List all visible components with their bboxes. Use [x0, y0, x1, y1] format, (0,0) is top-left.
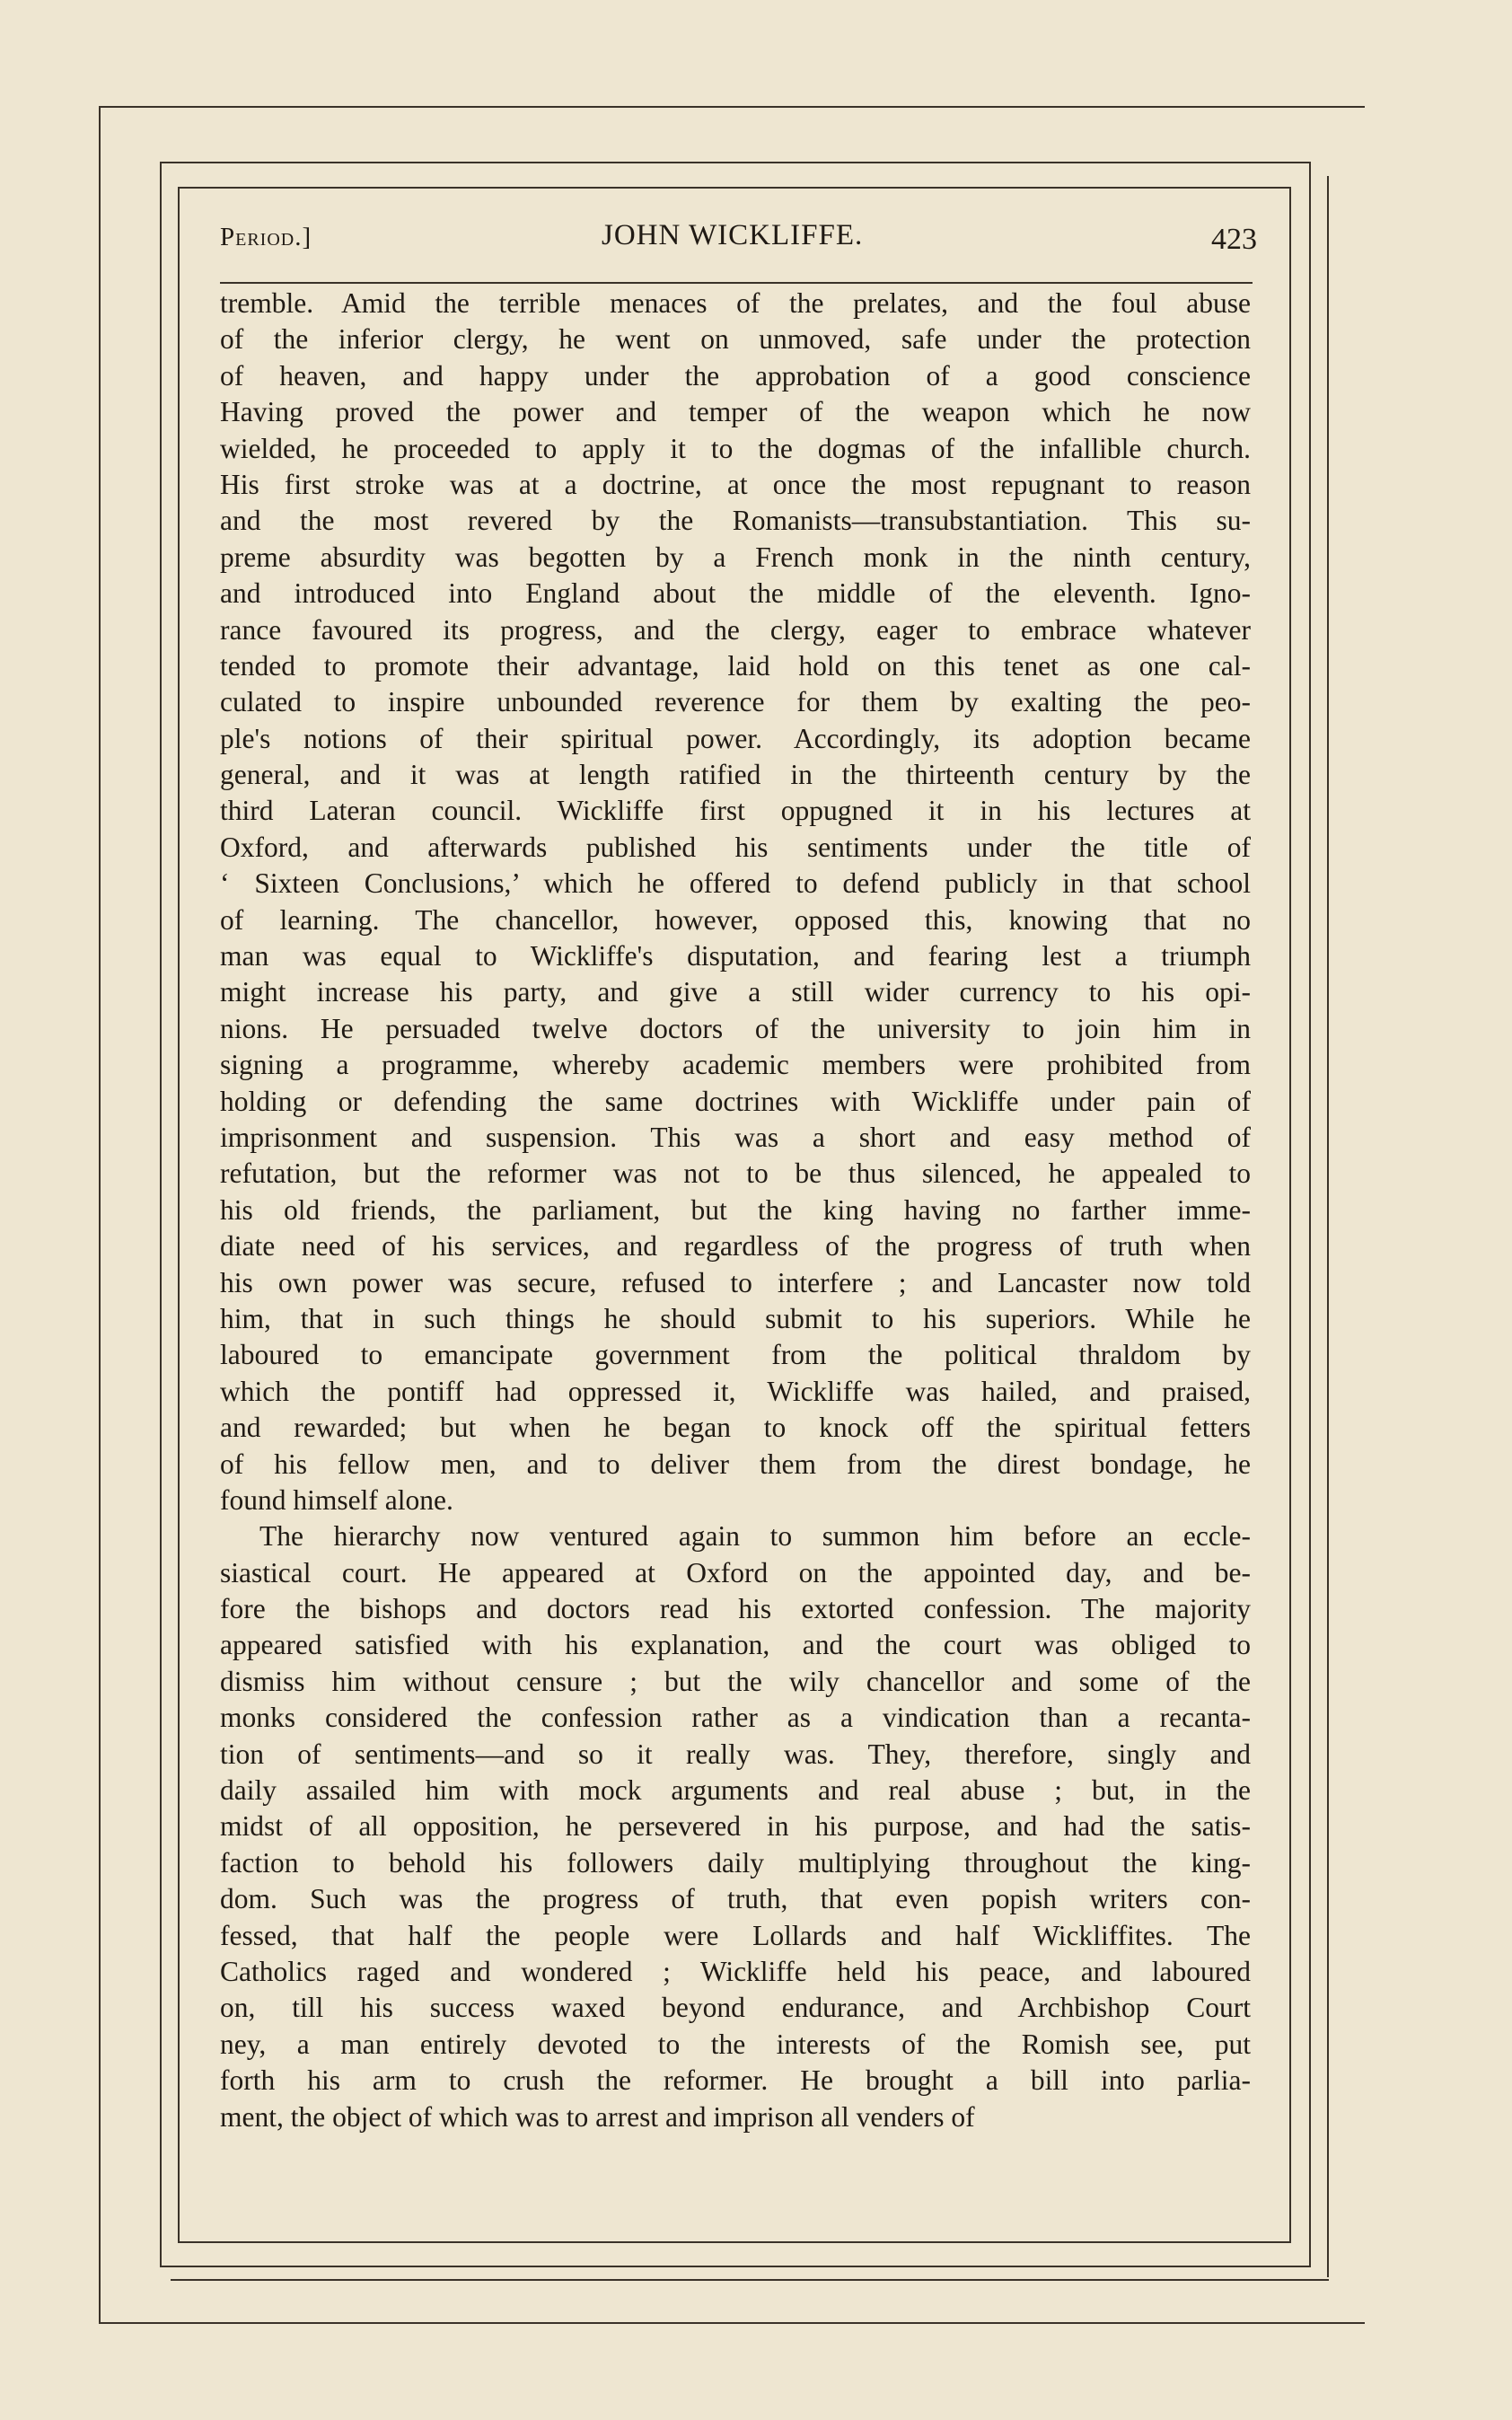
- text-line: His first stroke was at a doctrine, at once the most repugnant to reason: [220, 468, 1251, 500]
- text-line: on, till his success waxed beyond endurance, and Archbishop Court: [220, 1992, 1251, 2024]
- text-line: ment, the object of which was to arrest and imprison all venders of: [220, 2100, 975, 2133]
- text-line: of learning. The chancellor, however, opposed this, knowing that no: [220, 903, 1251, 936]
- text-line: dismiss him without censure ; but the wily chancellor and some of the: [220, 1665, 1251, 1697]
- text-line: forth his arm to crush the reformer. He brought a bill into parlia-: [220, 2064, 1251, 2097]
- text-line: midst of all opposition, he persevered in his purpose, and had the satis-: [220, 1810, 1251, 1843]
- text-line: laboured to emancipate government from the political thraldom by: [220, 1339, 1251, 1371]
- head-rule: [220, 282, 1253, 284]
- text-line: fessed, that half the people were Lollards and half Wickliffites. The: [220, 1919, 1251, 1951]
- text-line: tremble. Amid the terrible menaces of the prelates, and the foul abuse: [220, 287, 1251, 319]
- text-line: of his fellow men, and to deliver them from the direst bondage, he: [220, 1448, 1251, 1480]
- text-line: his own power was secure, refused to interfere ; and Lancaster now told: [220, 1266, 1251, 1298]
- text-line: nions. He persuaded twelve doctors of the university to join him in: [220, 1012, 1251, 1044]
- text-line: refutation, but the reformer was not to be thus silenced, he appealed to: [220, 1157, 1251, 1190]
- text-line: and introduced into England about the middle of the eleventh. Igno-: [220, 577, 1251, 610]
- text-line: Having proved the power and temper of the weapon which he now: [220, 396, 1251, 428]
- text-line: of heaven, and happy under the approbation of a good conscience: [220, 359, 1251, 392]
- text-line: Oxford, and afterwards published his sentiments under the title of: [220, 831, 1251, 863]
- text-line: and rewarded; but when he began to knock off the spiritual fetters: [220, 1412, 1251, 1444]
- running-head-section: Period.]: [220, 223, 312, 251]
- text-line: appeared satisfied with his explanation, and the court was obliged to: [220, 1629, 1251, 1661]
- text-line: tended to promote their advantage, laid hold on this tenet as one cal-: [220, 649, 1251, 682]
- page-number: 423: [1211, 223, 1257, 256]
- text-line: daily assailed him with mock arguments and real abuse ; but, in the: [220, 1774, 1251, 1807]
- text-line: monks considered the confession rather as a vindication than a recanta-: [220, 1702, 1251, 1734]
- text-line: general, and it was at length ratified in the thirteenth century by the: [220, 759, 1251, 791]
- text-line: tion of sentiments—and so it really was. They, therefore, singly and: [220, 1738, 1251, 1770]
- text-line: Catholics raged and wondered ; Wickliffe held his peace, and laboured: [220, 1955, 1251, 1987]
- text-line: wielded, he proceeded to apply it to the dogmas of the infallible church.: [220, 432, 1251, 464]
- text-line: of the inferior clergy, he went on unmoved, safe under the protection: [220, 323, 1251, 356]
- text-line: signing a programme, whereby academic members were prohibited from: [220, 1049, 1251, 1081]
- text-line: and the most revered by the Romanists—transubstantiation. This su-: [220, 505, 1251, 537]
- text-line: man was equal to Wickliffe's disputation, and fearing lest a triumph: [220, 940, 1251, 972]
- text-line: culated to inspire unbounded reverence for them by exalting the peo-: [220, 686, 1251, 718]
- frame-bottom-rule: [171, 2279, 1329, 2281]
- text-line: faction to behold his followers daily multiplying throughout the king-: [220, 1846, 1251, 1879]
- text-line: siastical court. He appeared at Oxford on the appointed day, and be-: [220, 1556, 1251, 1588]
- text-line: preme absurdity was begotten by a French monk in the ninth century,: [220, 541, 1251, 573]
- running-head-title: JOHN WICKLIFFE.: [602, 219, 864, 251]
- text-line: holding or defending the same doctrines with Wickliffe under pain of: [220, 1085, 1251, 1117]
- body-text: [220, 286, 1251, 2135]
- paragraph: [220, 286, 1251, 1518]
- text-line: which the pontiff had oppressed it, Wickliffe was hailed, and praised,: [220, 1375, 1251, 1407]
- text-line: third Lateran council. Wickliffe first oppugned it in his lectures at: [220, 795, 1251, 827]
- text-line: ‘ Sixteen Conclusions,’ which he offered to defend publicly in that school: [220, 867, 1251, 900]
- text-line: ple's notions of their spiritual power. Accordingly, its adoption became: [220, 722, 1251, 754]
- outer-frame-bottom-rule: [99, 2322, 1365, 2324]
- text-line: might increase his party, and give a still wider currency to his opi-: [220, 976, 1251, 1008]
- running-head: [220, 216, 1257, 259]
- text-line: dom. Such was the progress of truth, that even popish writers con-: [220, 1883, 1251, 1915]
- text-line: him, that in such things he should submit to his superiors. While he: [220, 1302, 1251, 1334]
- frame-right-rule: [1327, 176, 1329, 2277]
- text-line: his old friends, the parliament, but the king having no farther imme-: [220, 1193, 1251, 1226]
- text-line: The hierarchy now ventured again to summon him before an eccle-: [259, 1520, 1251, 1553]
- text-line: diate need of his services, and regardless of the progress of truth when: [220, 1230, 1251, 1263]
- text-line: rance favoured its progress, and the clergy, eager to embrace whatever: [220, 613, 1251, 646]
- paragraph: [220, 1518, 1251, 2135]
- text-line: fore the bishops and doctors read his extorted confession. The majority: [220, 1593, 1251, 1625]
- text-line: imprisonment and suspension. This was a short and easy method of: [220, 1121, 1251, 1153]
- text-line: found himself alone.: [220, 1483, 453, 1516]
- text-line: ney, a man entirely devoted to the interests of the Romish see, put: [220, 2028, 1251, 2060]
